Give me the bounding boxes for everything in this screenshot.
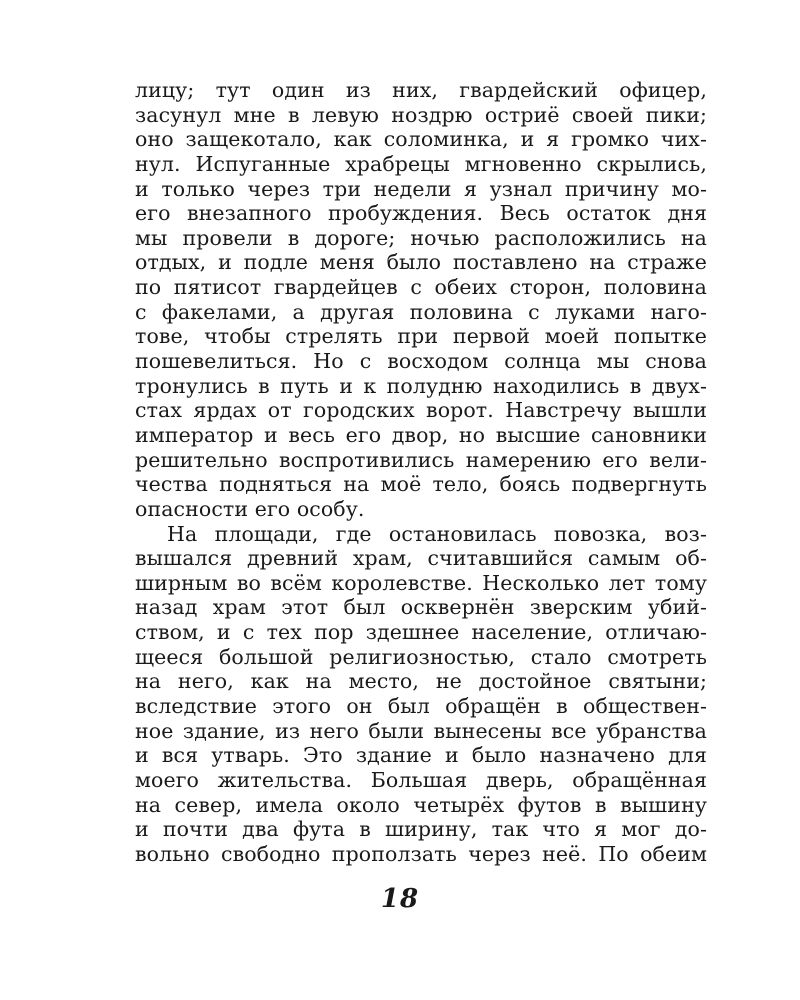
text-line: на него, как на место, не достойное святыни; xyxy=(135,669,707,694)
text-line: его внезапного пробуждения. Весь остаток дня xyxy=(135,201,707,226)
text-line: оно защекотало, как соломинка, и я громко чих- xyxy=(135,127,707,152)
text-line: пошевелиться. Но с восходом солнца мы снова xyxy=(135,349,707,374)
text-line: решительно воспротивились намерению его вели- xyxy=(135,447,707,472)
text-line: На площади, где остановилась повозка, воз- xyxy=(167,521,707,546)
text-line: вышался древний храм, считавшийся самым об- xyxy=(135,546,707,571)
text-line: тронулись в путь и к полудню находились в двух- xyxy=(135,373,707,398)
text-line: и вся утварь. Это здание и было назначено для xyxy=(135,743,707,768)
text-line: засунул мне в левую ноздрю остриё своей пики; xyxy=(135,102,707,127)
text-line: щееся большой религиозностью, стало смотреть xyxy=(135,644,707,669)
text-line: на север, имела около четырёх футов в вышину xyxy=(135,792,707,817)
text-line: с факелами, а другая половина с луками наго- xyxy=(135,299,707,324)
page-number: 18 xyxy=(380,884,420,914)
text-line: стах ярдах от городских ворот. Навстречу вышли xyxy=(135,398,707,423)
paragraph xyxy=(135,522,707,867)
text-line: тове, чтобы стрелять при первой моей попытке xyxy=(135,324,707,349)
text-line: вольно свободно проползать через неё. По обеим xyxy=(135,841,707,866)
text-line: вследствие этого он был обращён в обществен- xyxy=(135,694,707,719)
text-line: ное здание, из него были вынесены все убранства xyxy=(135,718,707,743)
text-line: нул. Испуганные храбрецы мгновенно скрылись, xyxy=(135,151,707,176)
text-line: чества подняться на моё тело, боясь подвергнуть xyxy=(135,472,707,497)
text-line: ширным во всём королевстве. Несколько лет тому xyxy=(135,570,707,595)
text-line: мы провели в дороге; ночью расположились на xyxy=(135,225,707,250)
text-line: император и весь его двор, но высшие сановники xyxy=(135,422,707,447)
paragraph xyxy=(135,78,707,522)
text-line: и почти два фута в ширину, так что я мог до- xyxy=(135,817,707,842)
text-line: отдых, и подле меня было поставлено на страже xyxy=(135,250,707,275)
body-text xyxy=(135,78,707,867)
text-line: по пятисот гвардейцев с обеих сторон, половина xyxy=(135,275,707,300)
text-line: моего жительства. Большая дверь, обращённая xyxy=(135,767,707,792)
text-line: ством, и с тех пор здешнее население, отличаю- xyxy=(135,620,707,645)
text-line: опасности его особу. xyxy=(135,496,365,521)
text-line: лицу; тут один из них, гвардейский офицер, xyxy=(135,78,707,102)
text-line: и только через три недели я узнал причину мо- xyxy=(135,176,707,201)
text-line: назад храм этот был осквернён зверским убий- xyxy=(135,595,707,620)
